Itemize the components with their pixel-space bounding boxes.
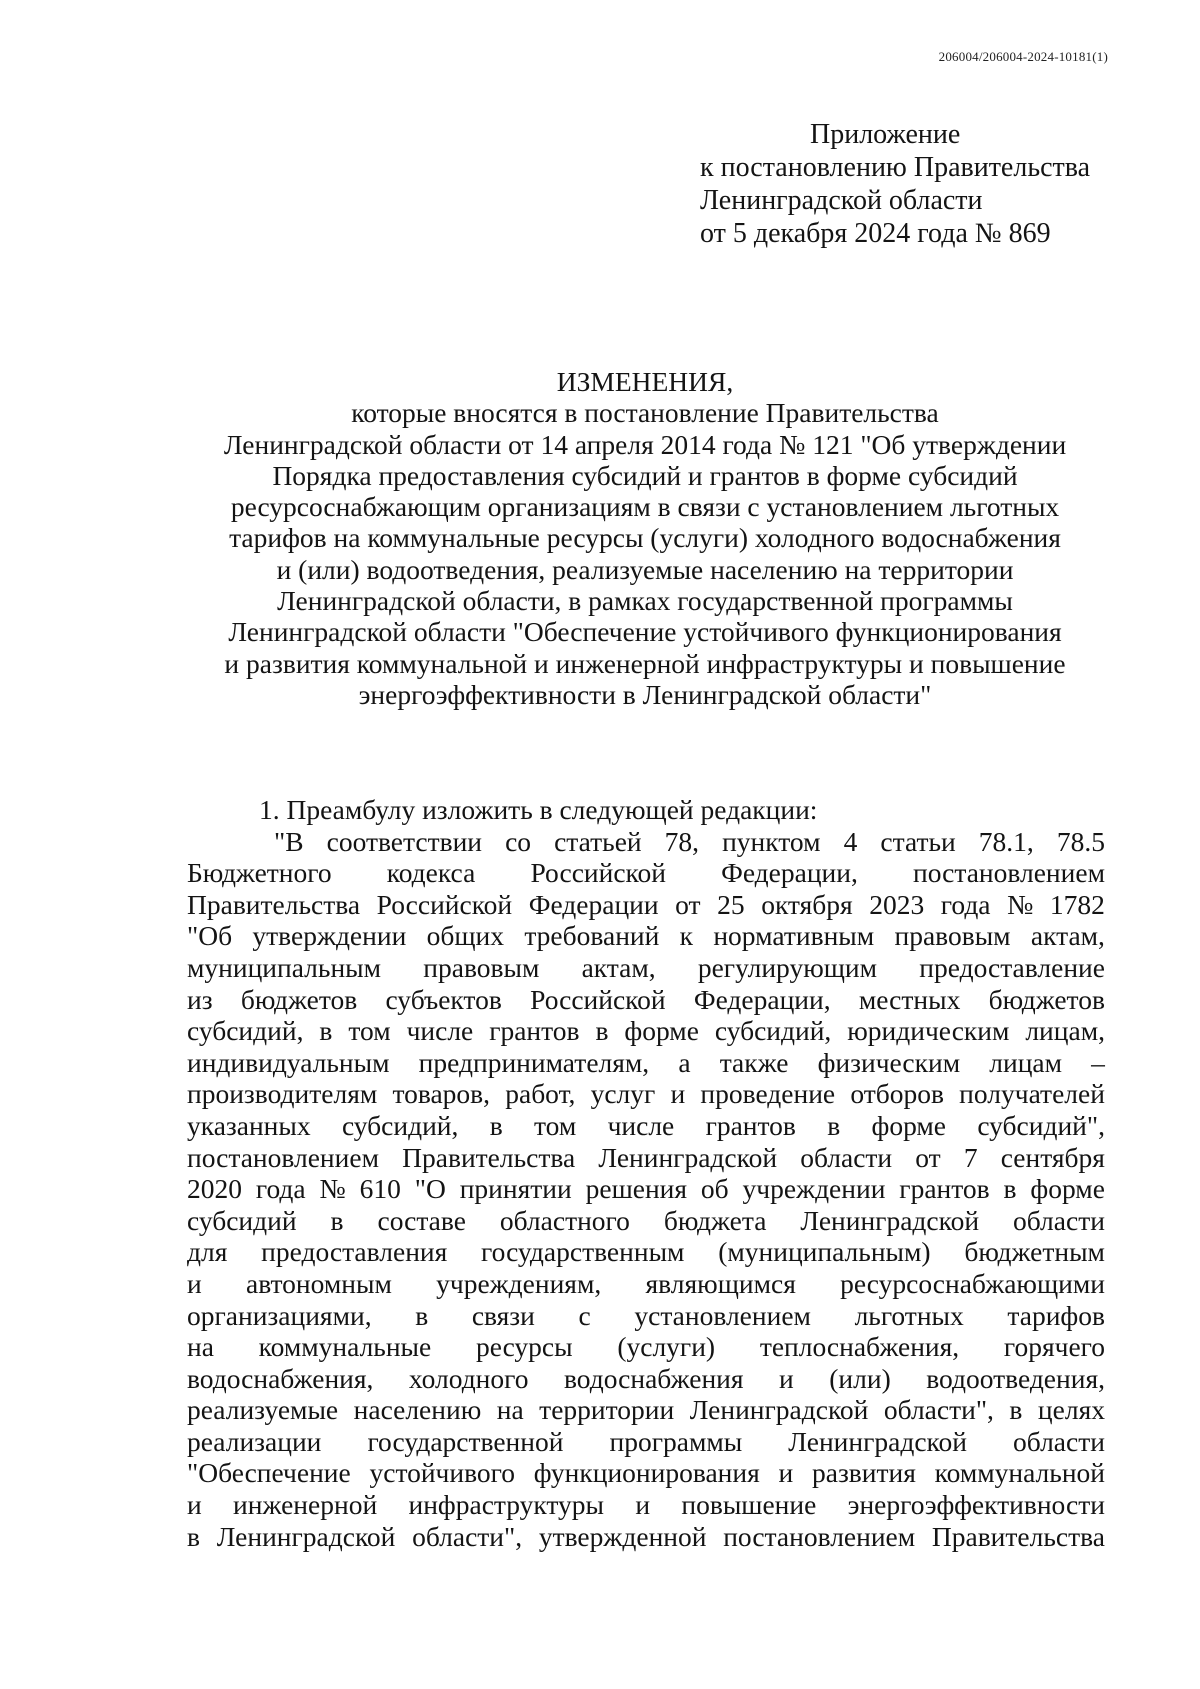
body-line: "Об утверждении общих требований к нормативным правовым актам, bbox=[187, 920, 1105, 952]
body-line: реализации государственной программы Ленинградской области bbox=[187, 1425, 1105, 1457]
heading-line: Ленинградской области от 14 апреля 2014 года № 121 "Об утверждении bbox=[223, 428, 1067, 460]
heading-line: ресурсоснабжающим организациям в связи с установлением льготных bbox=[230, 491, 1060, 523]
body-line: водоснабжения, холодного водоснабжения и (или) водоотведения, bbox=[187, 1362, 1105, 1394]
body-paragraph bbox=[187, 826, 1105, 1553]
appendix-title: Приложение bbox=[810, 119, 961, 150]
body-line: на коммунальные ресурсы (услуги) теплоснабжения, горячего bbox=[187, 1331, 1105, 1363]
document-heading bbox=[150, 366, 1140, 710]
body-line: и автономным учреждениям, являющимся ресурсоснабжающими bbox=[187, 1267, 1105, 1299]
body-line: из бюджетов субъектов Российской Федерации, местных бюджетов bbox=[187, 983, 1105, 1015]
body-line: субсидий, в том числе грантов в форме субсидий, юридическим лицам, bbox=[187, 1015, 1105, 1047]
heading-line: и развития коммунальной и инженерной инфраструктуры и повышение bbox=[224, 647, 1066, 679]
appendix-line: Ленинградской области bbox=[700, 185, 983, 216]
body-line: индивидуальным предпринимателям, а также физическим лицам – bbox=[187, 1046, 1105, 1078]
appendix-block bbox=[700, 118, 1090, 250]
heading-line: и (или) водоотведения, реализуемые населению на территории bbox=[276, 553, 1014, 585]
body-line: субсидий в составе областного бюджета Ленинградской области bbox=[187, 1204, 1105, 1236]
heading-line: Ленинградской области "Обеспечение устойчивого функционирования bbox=[228, 616, 1062, 648]
body-line: производителям товаров, работ, услуг и проведение отборов получателей bbox=[187, 1078, 1105, 1110]
appendix-line: от 5 декабря 2024 года № 869 bbox=[700, 218, 1051, 249]
heading-line: Порядка предоставления субсидий и грантов в форме субсидий bbox=[272, 459, 1018, 491]
body-line: реализуемые населению на территории Ленинградской области", в целях bbox=[187, 1394, 1105, 1426]
heading-line: энергоэффективности в Ленинградской области" bbox=[358, 678, 932, 710]
body-line: в Ленинградской области", утвержденной постановлением Правительства bbox=[187, 1520, 1105, 1552]
heading-line: Ленинградской области, в рамках государственной программы bbox=[277, 585, 1013, 617]
body-line: "В соответствии со статьей 78, пунктом 4 статьи 78.1, 78.5 bbox=[274, 825, 1105, 857]
body-line: для предоставления государственным (муниципальным) бюджетным bbox=[187, 1236, 1105, 1268]
body-line: Правительства Российской Федерации от 25 октября 2023 года № 1782 bbox=[187, 888, 1105, 920]
heading-title: ИЗМЕНЕНИЯ, bbox=[556, 366, 734, 397]
body-line: 2020 года № 610 "О принятии решения об учреждении грантов в форме bbox=[187, 1173, 1105, 1205]
body-line: организациями, в связи с установлением льготных тарифов bbox=[187, 1299, 1105, 1331]
document-id: 206004/206004-2024-10181(1) bbox=[938, 49, 1108, 64]
body-line: Бюджетного кодекса Российской Федерации, постановлением bbox=[187, 857, 1105, 889]
document-body bbox=[187, 794, 1105, 1552]
item-1: 1. Преамбулу изложить в следующей редакции: bbox=[259, 794, 818, 825]
body-line: и инженерной инфраструктуры и повышение энергоэффективности bbox=[187, 1489, 1105, 1521]
body-line: постановлением Правительства Ленинградской области от 7 сентября bbox=[187, 1141, 1105, 1173]
heading-line: которые вносятся в постановление Правительства bbox=[351, 397, 939, 429]
body-line: "Обеспечение устойчивого функционирования и развития коммунальной bbox=[187, 1457, 1105, 1489]
heading-line: тарифов на коммунальные ресурсы (услуги) холодного водоснабжения bbox=[229, 522, 1061, 554]
body-line: указанных субсидий, в том числе грантов в форме субсидий", bbox=[187, 1109, 1105, 1141]
body-line: муниципальным правовым актам, регулирующим предоставление bbox=[187, 951, 1105, 983]
appendix-line: к постановлению Правительства bbox=[700, 152, 1091, 183]
